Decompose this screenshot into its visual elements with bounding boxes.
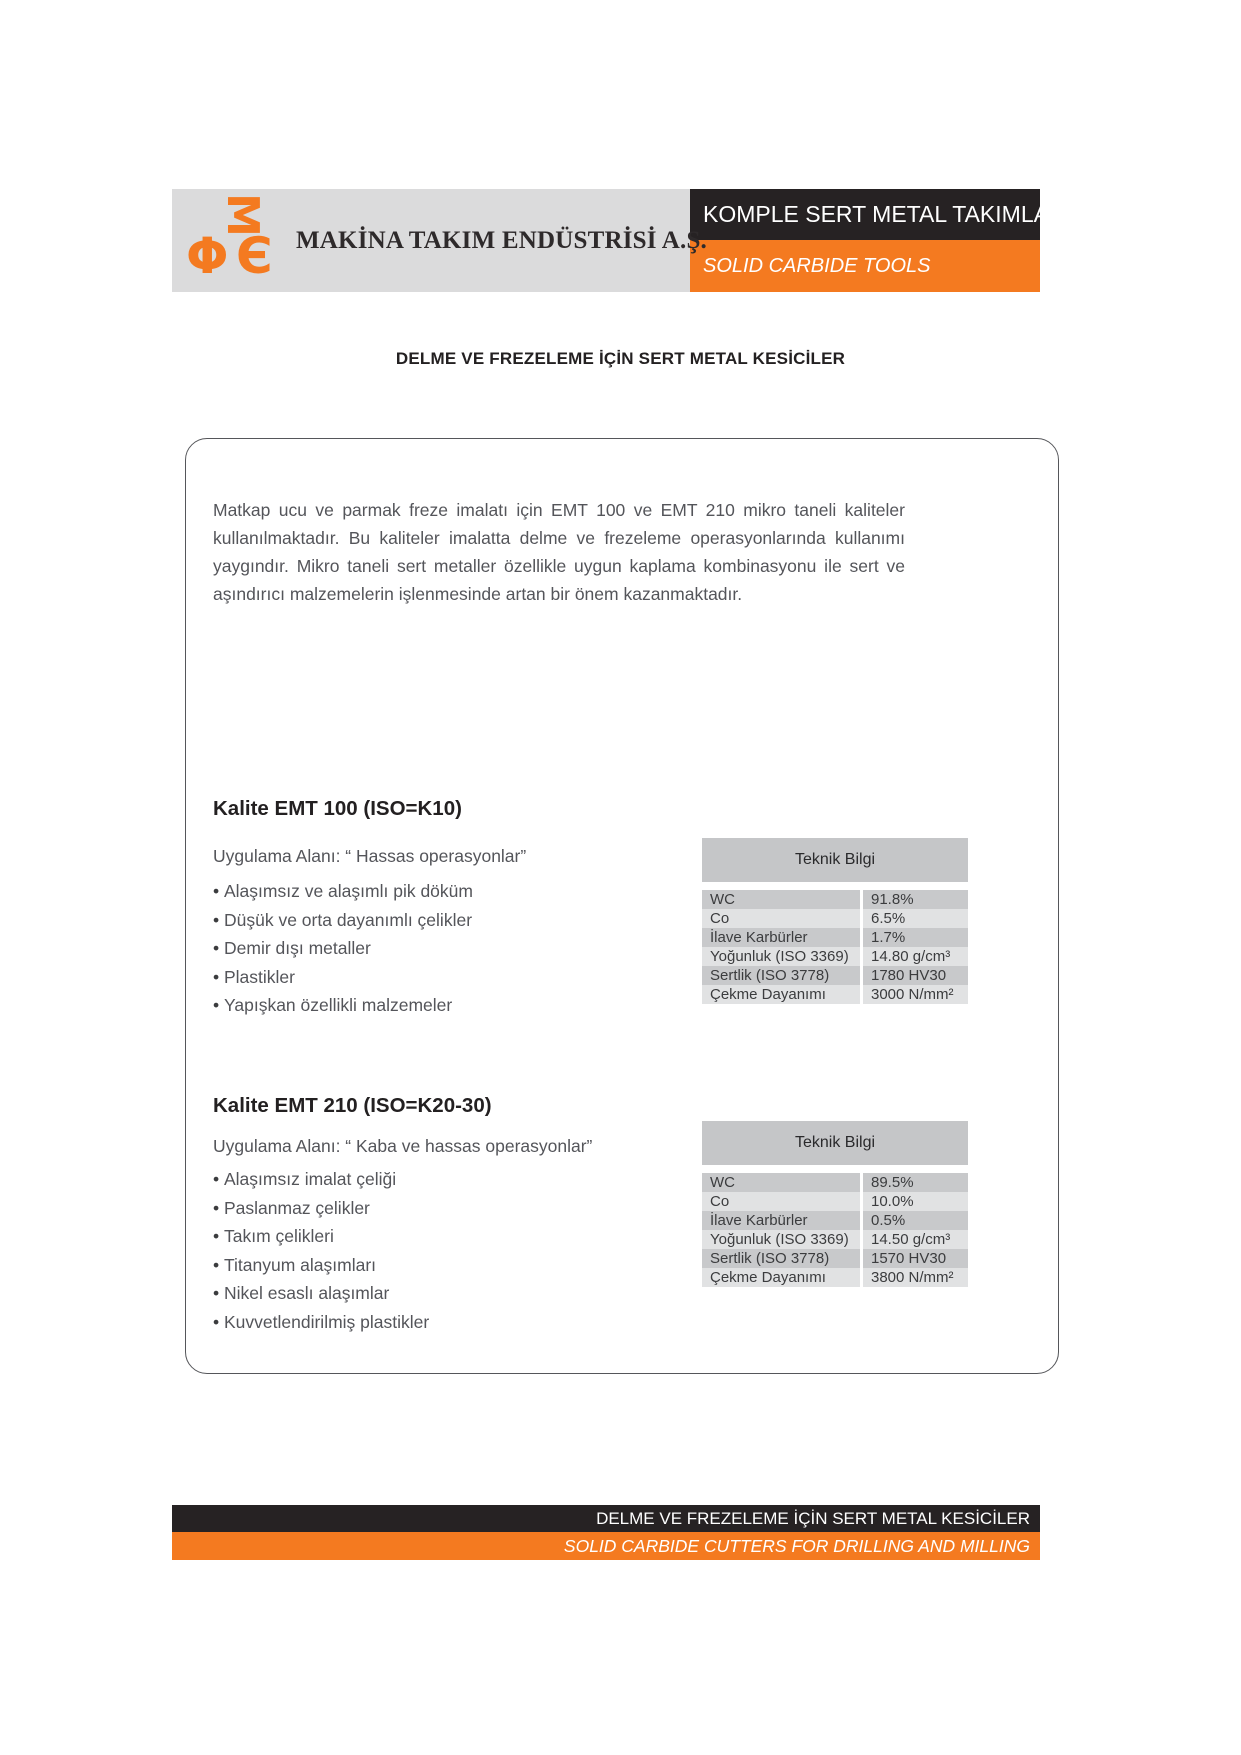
header-banners (690, 189, 1066, 292)
row-value: 3800 N/mm² (863, 1268, 968, 1287)
list-item: • Nikel esaslı alaşımlar (213, 1279, 429, 1308)
section-heading-emt210: Kalite EMT 210 (ISO=K20-30) (213, 1094, 492, 1117)
logo-glyph-t: Φ (186, 227, 229, 285)
list-item: • Demir dışı metaller (213, 934, 473, 963)
row-value: 14.80 g/cm³ (863, 947, 968, 966)
table-row (702, 1192, 968, 1211)
row-label: İlave Karbürler (702, 928, 860, 947)
row-value: 0.5% (863, 1211, 968, 1230)
application-line-emt210: Uygulama Alanı: “ Kaba ve hassas operasyonlar” (213, 1136, 593, 1156)
row-label: İlave Karbürler (702, 1211, 860, 1230)
row-label: Co (702, 909, 860, 928)
list-item: • Kuvvetlendirilmiş plastikler (213, 1308, 429, 1337)
row-value: 10.0% (863, 1192, 968, 1211)
bullet-list-emt210 (213, 1165, 429, 1337)
tech-table-emt100 (702, 838, 968, 1004)
list-item: • Alaşımsız ve alaşımlı pik döküm (213, 877, 473, 906)
row-value: 89.5% (863, 1173, 968, 1192)
tech-table-emt210 (702, 1121, 968, 1287)
row-value: 1.7% (863, 928, 968, 947)
section-heading-emt100: Kalite EMT 100 (ISO=K10) (213, 797, 462, 820)
mte-logo-icon (184, 195, 292, 287)
table-row (702, 966, 968, 985)
row-label: WC (702, 890, 860, 909)
company-panel (172, 189, 708, 292)
row-label: Çekme Dayanımı (702, 1268, 860, 1287)
row-label: Co (702, 1192, 860, 1211)
logo-glyph-e: Є (236, 227, 273, 285)
table-title: Teknik Bilgi (702, 1121, 968, 1165)
table-row (702, 890, 968, 909)
table-row (702, 1230, 968, 1249)
application-line-emt100: Uygulama Alanı: “ Hassas operasyonlar” (213, 846, 527, 866)
row-label: Yoğunluk (ISO 3369) (702, 1230, 860, 1249)
row-label: Sertlik (ISO 3778) (702, 1249, 860, 1268)
row-value: 1780 HV30 (863, 966, 968, 985)
banner-title-turkish: KOMPLE SERT METAL TAKIMLAR (690, 189, 1040, 240)
list-item: • Takım çelikleri (213, 1222, 429, 1251)
row-value: 6.5% (863, 909, 968, 928)
row-label: Yoğunluk (ISO 3369) (702, 947, 860, 966)
list-item: • Yapışkan özellikli malzemeler (213, 991, 473, 1020)
row-label: Çekme Dayanımı (702, 985, 860, 1004)
footer-bar-english: SOLID CARBIDE CUTTERS FOR DRILLING AND MILLING (172, 1532, 1040, 1560)
table-row (702, 1268, 968, 1287)
page-title: DELME VE FREZELEME İÇİN SERT METAL KESİCİLER (395, 349, 846, 368)
row-value: 14.50 g/cm³ (863, 1230, 968, 1249)
table-row (702, 909, 968, 928)
table-row (702, 947, 968, 966)
table-row (702, 985, 968, 1004)
table-title: Teknik Bilgi (702, 838, 968, 882)
list-item: • Paslanmaz çelikler (213, 1194, 429, 1223)
page-header (172, 189, 1066, 292)
bullet-list-emt100 (213, 877, 473, 1020)
table-row (702, 1173, 968, 1192)
row-label: WC (702, 1173, 860, 1192)
row-value: 1570 HV30 (863, 1249, 968, 1268)
list-item: • Plastikler (213, 963, 473, 992)
banner-title-english: SOLID CARBIDE TOOLS (690, 240, 1040, 292)
table-row (702, 1211, 968, 1230)
list-item: • Alaşımsız imalat çeliği (213, 1165, 429, 1194)
footer-bar-turkish: DELME VE FREZELEME İÇİN SERT METAL KESİCİLER (172, 1505, 1040, 1532)
logo-glyph-m: M (216, 193, 268, 237)
row-value: 3000 N/mm² (863, 985, 968, 1004)
table-row (702, 1249, 968, 1268)
table-row (702, 928, 968, 947)
list-item: • Düşük ve orta dayanımlı çelikler (213, 906, 473, 935)
list-item: • Titanyum alaşımları (213, 1251, 429, 1280)
intro-paragraph: Matkap ucu ve parmak freze imalatı için EMT 100 ve EMT 210 mikro taneli kaliteler kullanılmaktadır. Bu kaliteler imalatta delme ve frezeleme operasyonlarında kullanımı yaygındır. Mikro taneli sert metaller özellikle uygun kaplama kombinasyonu ile sert ve aşındırıcı malzemelerin işlenmesinde artan bir önem kazanmaktadır. (213, 500, 905, 604)
row-value: 91.8% (863, 890, 968, 909)
row-label: Sertlik (ISO 3778) (702, 966, 860, 985)
company-name: MAKİNA TAKIM ENDÜSTRİSİ A.Ş. (296, 226, 708, 254)
